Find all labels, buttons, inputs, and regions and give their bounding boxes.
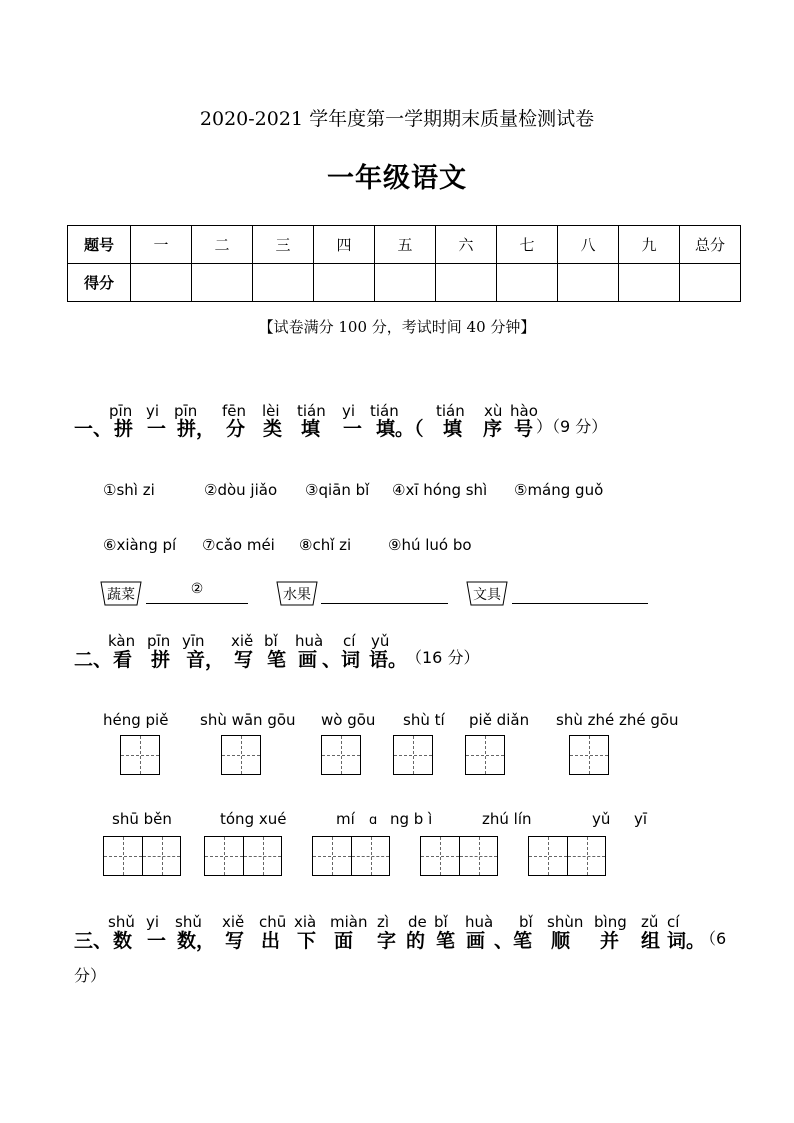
q3-word: 数 bbox=[113, 930, 133, 952]
category-answer-blank[interactable] bbox=[512, 581, 648, 604]
q1-pinyin: pīn bbox=[109, 402, 133, 420]
score-input-cell[interactable] bbox=[375, 264, 436, 302]
score-header-cell: 四 bbox=[314, 226, 375, 264]
q1-word: 类 bbox=[263, 418, 283, 440]
score-input-cell[interactable] bbox=[558, 264, 619, 302]
q3-pinyin: zì bbox=[377, 913, 390, 931]
q1-word: 序 bbox=[483, 418, 503, 440]
q1-word: 分 bbox=[226, 418, 246, 440]
q3-word: 画 bbox=[466, 930, 486, 952]
stroke-pinyin: shù wān gōu bbox=[200, 711, 296, 729]
q1-word: 拼， bbox=[177, 418, 216, 440]
q2-pinyin: yīn bbox=[182, 632, 205, 650]
score-input-cell[interactable] bbox=[253, 264, 314, 302]
q3-pinyin: bǐ bbox=[434, 913, 448, 931]
word-pinyin: mí bbox=[336, 810, 355, 828]
q2-number: 二、 bbox=[74, 649, 113, 671]
q3-pinyin: de bbox=[408, 913, 427, 931]
q1-pinyin: hào bbox=[510, 402, 538, 420]
q2-word: 拼 bbox=[151, 649, 171, 671]
category-basket bbox=[276, 580, 318, 606]
q2-points: （16 分） bbox=[406, 648, 480, 667]
score-input-cell[interactable] bbox=[619, 264, 680, 302]
q1-option: ②dòu jiǎo bbox=[204, 481, 278, 499]
score-input-cell[interactable] bbox=[192, 264, 253, 302]
q2-pinyin: bǐ bbox=[264, 632, 278, 650]
subject-title: 一年级语文 bbox=[327, 163, 467, 194]
word-pinyin: ng b ì bbox=[390, 810, 433, 828]
q1-pinyin: tián bbox=[436, 402, 465, 420]
stroke-pinyin: piě diǎn bbox=[469, 711, 530, 729]
writing-grid-double[interactable] bbox=[312, 836, 390, 876]
score-row-label: 得分 bbox=[68, 264, 131, 302]
writing-grid[interactable] bbox=[393, 735, 433, 775]
q2-word: 画 bbox=[298, 649, 318, 671]
q2-word: 、词 bbox=[322, 649, 361, 671]
q3-word: 词。 bbox=[667, 930, 706, 952]
q1-pinyin: lèi bbox=[262, 402, 280, 420]
q1-pinyin: tián bbox=[370, 402, 399, 420]
score-input-cell[interactable] bbox=[314, 264, 375, 302]
q1-number: 一、 bbox=[74, 418, 113, 440]
stroke-pinyin: shù zhé zhé gōu bbox=[556, 711, 679, 729]
category-label: 文具 bbox=[473, 587, 501, 603]
q1-pinyin: pīn bbox=[174, 402, 198, 420]
q3-word: 顺 bbox=[551, 930, 571, 952]
word-pinyin: yī bbox=[634, 810, 648, 828]
writing-grid[interactable] bbox=[569, 735, 609, 775]
exam-note: 【试卷满分 100 分，考试时间 40 分钟】 bbox=[258, 318, 536, 336]
q3-word: 并 bbox=[600, 930, 620, 952]
q2-pinyin: cí bbox=[343, 632, 356, 650]
score-input-cell[interactable] bbox=[680, 264, 741, 302]
q3-word: 组 bbox=[641, 930, 661, 952]
q3-pinyin: shùn bbox=[547, 913, 584, 931]
q2-pinyin: huà bbox=[295, 632, 324, 650]
score-table-header-row bbox=[68, 226, 741, 264]
q2-word: 语。 bbox=[369, 649, 408, 671]
score-header-cell: 六 bbox=[436, 226, 497, 264]
q1-option: ⑦cǎo méi bbox=[202, 536, 275, 554]
q3-word: 字 bbox=[377, 930, 397, 952]
q3-pinyin: chū bbox=[259, 913, 287, 931]
q3-pinyin: shǔ bbox=[108, 913, 135, 931]
word-pinyin: ɑ bbox=[369, 813, 378, 828]
q1-option: ④xī hóng shì bbox=[392, 481, 488, 499]
q2-word: 看 bbox=[113, 649, 133, 671]
q3-word: 出 bbox=[261, 930, 281, 952]
q3-pinyin: huà bbox=[465, 913, 494, 931]
q3-pinyin: miàn bbox=[330, 913, 368, 931]
q1-word: 号 bbox=[514, 418, 534, 440]
q1-option: ⑤máng guǒ bbox=[514, 481, 604, 499]
q3-pinyin: xià bbox=[294, 913, 317, 931]
q3-pinyin: zǔ bbox=[641, 913, 659, 931]
q1-option: ①shì zi bbox=[103, 481, 155, 499]
q1-pinyin: fēn bbox=[222, 402, 247, 420]
category-basket bbox=[466, 580, 508, 606]
stroke-pinyin: wò gōu bbox=[321, 711, 376, 729]
category-label: 蔬菜 bbox=[107, 587, 135, 603]
q3-number: 三、 bbox=[74, 930, 113, 952]
writing-grid-double[interactable] bbox=[420, 836, 498, 876]
q2-pinyin: yǔ bbox=[371, 632, 390, 650]
q1-option: ⑥xiàng pí bbox=[103, 536, 177, 554]
score-header-cell: 三 bbox=[253, 226, 314, 264]
q1-pinyin: yi bbox=[146, 402, 160, 420]
q2-pinyin: kàn bbox=[108, 632, 136, 650]
q2-pinyin: pīn bbox=[147, 632, 171, 650]
q3-points-end: 分） bbox=[74, 966, 107, 985]
q2-word: 笔 bbox=[267, 649, 287, 671]
q1-word: 拼 bbox=[114, 418, 134, 440]
writing-grid-double[interactable] bbox=[528, 836, 606, 876]
q3-word: 数， bbox=[177, 930, 216, 952]
word-pinyin: yǔ bbox=[592, 810, 611, 828]
q3-pinyin: shǔ bbox=[175, 913, 202, 931]
word-pinyin: zhú lín bbox=[482, 810, 532, 828]
q1-pinyin: tián bbox=[297, 402, 326, 420]
score-header-cell: 八 bbox=[558, 226, 619, 264]
q3-word: 一 bbox=[147, 930, 167, 952]
q1-word: 一 bbox=[343, 418, 363, 440]
score-header-cell: 题号 bbox=[68, 226, 131, 264]
word-pinyin: shū běn bbox=[112, 810, 172, 828]
q3-word: 写 bbox=[225, 930, 245, 952]
q1-option: ⑧chǐ zi bbox=[299, 536, 352, 554]
score-header-cell: 五 bbox=[375, 226, 436, 264]
writing-grid-double[interactable] bbox=[103, 836, 181, 876]
q3-word: 下 bbox=[297, 930, 317, 952]
q1-word: 一 bbox=[147, 418, 167, 440]
stroke-pinyin: shù tí bbox=[403, 711, 445, 729]
word-pinyin: tóng xué bbox=[220, 810, 287, 828]
score-input-cell[interactable] bbox=[436, 264, 497, 302]
score-header-cell: 一 bbox=[131, 226, 192, 264]
category-answer-blank[interactable] bbox=[321, 581, 448, 604]
q2-pinyin: xiě bbox=[231, 632, 254, 650]
exam-title: 2020-2021 学年度第一学期期末质量检测试卷 bbox=[199, 108, 595, 130]
q2-word: 音， bbox=[186, 649, 225, 671]
q1-option: ⑨hú luó bo bbox=[388, 536, 472, 554]
q3-pinyin: bǐ bbox=[519, 913, 533, 931]
q1-option: ③qiān bǐ bbox=[305, 481, 370, 499]
category-basket bbox=[100, 580, 142, 606]
q1-word: 填 bbox=[301, 418, 321, 440]
score-input-cell[interactable] bbox=[131, 264, 192, 302]
q3-word: 面 bbox=[334, 930, 354, 952]
q3-pinyin: bìng bbox=[594, 913, 627, 931]
score-input-cell[interactable] bbox=[497, 264, 558, 302]
q3-pinyin: yi bbox=[146, 913, 160, 931]
score-table bbox=[67, 225, 741, 302]
q3-pinyin: cí bbox=[667, 913, 680, 931]
score-header-cell: 七 bbox=[497, 226, 558, 264]
category-answer-blank[interactable]: ② bbox=[146, 581, 248, 604]
q3-word: 笔 bbox=[436, 930, 456, 952]
q3-points-start: （6 bbox=[700, 929, 727, 948]
writing-grid[interactable] bbox=[120, 735, 160, 775]
writing-grid-double[interactable] bbox=[204, 836, 282, 876]
stroke-pinyin: héng piě bbox=[103, 711, 169, 729]
q1-word: 填 bbox=[443, 418, 463, 440]
score-header-cell: 九 bbox=[619, 226, 680, 264]
writing-grid[interactable] bbox=[465, 735, 505, 775]
score-header-cell: 二 bbox=[192, 226, 253, 264]
score-table-score-row bbox=[68, 264, 741, 302]
q3-pinyin: xiě bbox=[222, 913, 245, 931]
q3-word: 的 bbox=[406, 930, 426, 952]
writing-grid[interactable] bbox=[321, 735, 361, 775]
q2-word: 写 bbox=[234, 649, 254, 671]
q1-pinyin: yi bbox=[342, 402, 356, 420]
score-header-cell: 总分 bbox=[680, 226, 741, 264]
category-label: 水果 bbox=[283, 587, 311, 603]
q3-word: 、笔 bbox=[494, 930, 533, 952]
writing-grid[interactable] bbox=[221, 735, 261, 775]
q1-word: 填。（ bbox=[376, 418, 424, 440]
q1-pinyin: xù bbox=[484, 402, 503, 420]
q1-points: ）（9 分） bbox=[536, 417, 608, 436]
